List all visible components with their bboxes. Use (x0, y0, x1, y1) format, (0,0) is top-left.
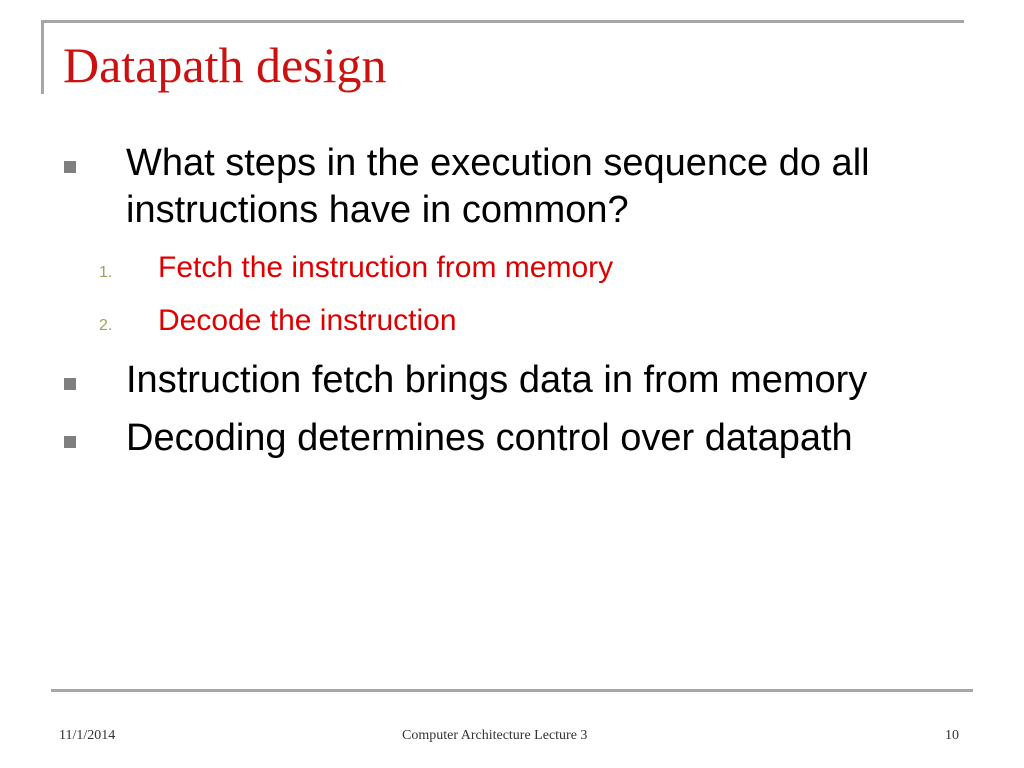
square-bullet-icon (64, 161, 76, 173)
square-bullet-icon (64, 378, 76, 390)
bullet-text-line: Decoding determines control over datapath (126, 417, 853, 459)
footer-date: 11/1/2014 (59, 728, 116, 743)
sub-item-number: 1. (99, 264, 113, 281)
sub-item-text: Decode the instruction (158, 304, 457, 337)
footer-page-number: 10 (945, 728, 959, 743)
bullet-text-line: instructions have in common? (126, 189, 629, 231)
bullet-text-line: Instruction fetch brings data in from memory (126, 359, 868, 401)
slide-frame-top-line (41, 20, 964, 23)
slide-frame-left-line (41, 20, 44, 94)
bullet-text-line: What steps in the execution sequence do all (126, 142, 870, 184)
square-bullet-icon (64, 436, 76, 448)
footer-divider (51, 689, 973, 692)
sub-item-text: Fetch the instruction from memory (158, 251, 614, 284)
footer-course-title: Computer Architecture Lecture 3 (402, 728, 588, 743)
sub-item-number: 2. (99, 317, 113, 334)
slide-title: Datapath design (63, 37, 387, 93)
